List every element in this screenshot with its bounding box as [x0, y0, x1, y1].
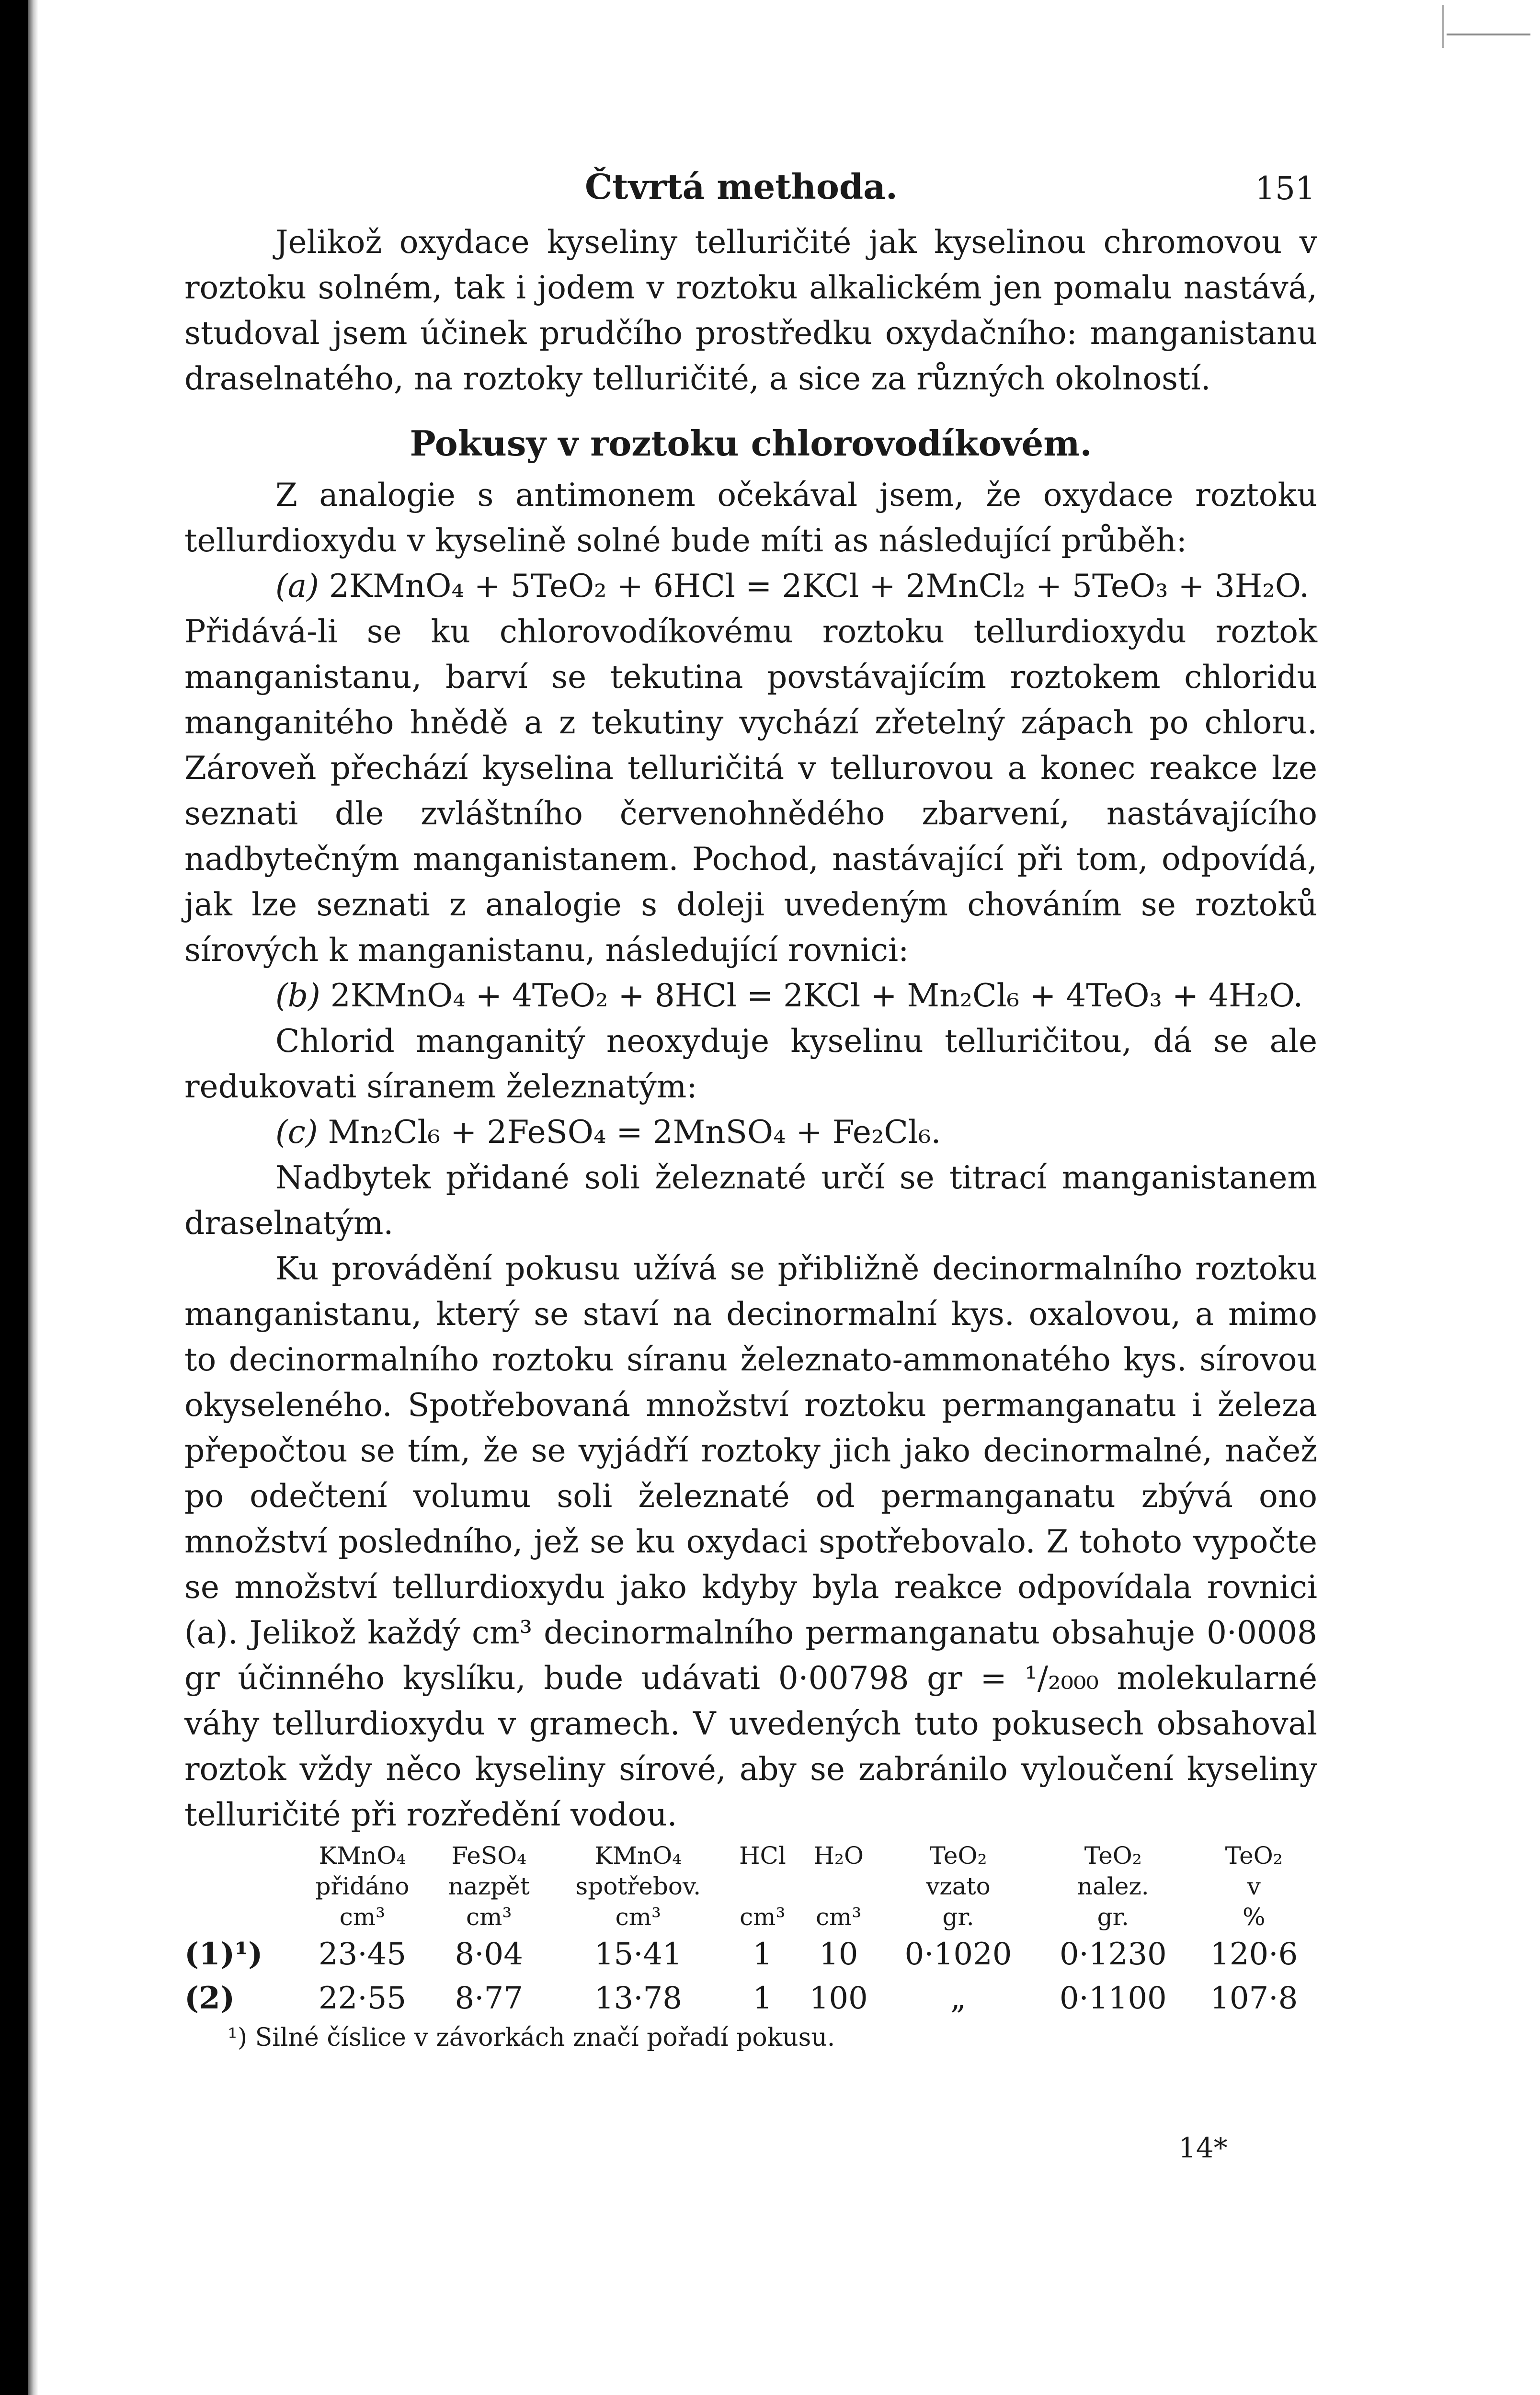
- adding-paragraph: Přidává-li se ku chlorovodíkovému roztoku tellurdioxydu roztok manganistanu, barví se tekutina povstávajícím roztokem chloridu manganitého hnědě a z tekutiny vychází zřetelný zápach po chloru. Zároveň přechází kyselina telluričitá v tellurovou a konec reakce lze seznati dle zvláštního červenohnědého zbarvení, nastávajícího nadbytečným manganistanem. Pochod, nastávající při tom, odpovídá, jak lze seznati z analogie s doleji uvedeným chováním se roztoků sírových k manganistanu, následující rovnici:: [184, 613, 1317, 969]
- table-cell: 100: [809, 1981, 868, 2016]
- table-cell: 0·1020: [904, 1937, 1012, 1972]
- table-cell: 8·04: [455, 1937, 523, 1972]
- results-table: [184, 1840, 1317, 2020]
- equation-rhs: 2KCl + Mn₂Cl₆ + 4TeO₃ + 4H₂O.: [783, 977, 1303, 1014]
- table-header: H₂O: [813, 1842, 864, 1870]
- table-cell: 13·78: [594, 1981, 682, 2016]
- table-unit: gr.: [1097, 1903, 1129, 1931]
- subsection-title: Pokusy v roztoku chlorovodíkovém.: [410, 423, 1092, 464]
- scan-mark-vertical: [1442, 5, 1444, 48]
- table-cell: 0·1100: [1059, 1981, 1167, 2016]
- equation-rhs: 2MnSO₄ + Fe₂Cl₆.: [652, 1114, 941, 1151]
- equation-label: (c): [275, 1114, 318, 1151]
- table-subheader: vzato: [926, 1872, 991, 1900]
- table-header: FeSO₄: [451, 1842, 527, 1870]
- table-header-row-2: [184, 1871, 1317, 1902]
- table-cell: 10: [819, 1937, 858, 1972]
- procedure-paragraph: [184, 1246, 1317, 1837]
- equation-c: [184, 1109, 1317, 1155]
- procedure-text-1: Ku provádění pokusu užívá se přibližně decinormalního roztoku manganistanu, který se staví na decinormalní kys. oxalovou, a mimo to decinormalního roztoku síranu železnato-ammonatého kys. sírovou okyseleného. Spotřebovaná množství roztoku permanganatu i železa přepočtou se tím, že se vyjádří roztoky jich jako decinormalné, načež po odečtení volumu soli železnaté od permanganatu zbývá ono množství posledního, jež se ku oxydaci spotřebovalo. Z tohoto vypočte se množství tellurdioxydu jako kdyby byla reakce odpovídala rovnici (a). Jelikož každý cm³ decinormalního permanganatu obsahuje 0·0008 gr účinného kyslíku, bude udávati 0·00798 gr =: [184, 1250, 1317, 1697]
- footnote: ¹) Silné číslice v závorkách značí pořadí pokusu.: [228, 2023, 835, 2052]
- equation-lhs: 2KMnO₄ + 5TeO₂ + 6HCl: [329, 568, 735, 604]
- table-subheader: [729, 1871, 796, 1902]
- equation-a: [184, 563, 1317, 609]
- table-header: KMnO₄: [594, 1842, 682, 1870]
- table-cell: 0·1230: [1059, 1937, 1167, 1972]
- procedure-text-2: molekularné váhy tellurdioxydu v gramech. V uvedených tuto pokusech obsahoval roztok vždy něco kyseliny sírové, aby se zabránilo vyloučení kyseliny telluričité při rozředění vodou.: [184, 1660, 1317, 1833]
- equation-label: (a): [275, 568, 319, 604]
- analogy-paragraph: Z analogie s antimonem očekával jsem, že oxydace roztoku tellurdioxydu v kyselině solné bude míti as následující průběh:: [184, 477, 1317, 559]
- table-row: [184, 1976, 1317, 2020]
- table-unit-row: [184, 1902, 1317, 1932]
- equation-label: (b): [275, 977, 320, 1014]
- table-row: [184, 1932, 1317, 1976]
- table-unit: cm³: [615, 1903, 662, 1931]
- table-unit: cm³: [339, 1903, 386, 1931]
- table-cell: „: [950, 1981, 967, 2016]
- table-unit: cm³: [740, 1903, 786, 1931]
- table-header: TeO₂: [1225, 1842, 1283, 1870]
- fraction: ¹/₂₀₀₀: [1025, 1660, 1099, 1697]
- table-cell: 15·41: [594, 1937, 682, 1972]
- signature-mark: 14*: [1178, 2132, 1228, 2164]
- equals-sign: =: [616, 1114, 653, 1151]
- table-cell: 107·8: [1210, 1981, 1298, 2016]
- scan-gutter: [28, 0, 38, 2395]
- scan-mark: [1447, 34, 1530, 35]
- table-cell: 23·45: [318, 1937, 407, 1972]
- table-header: KMnO₄: [319, 1842, 406, 1870]
- page-body: [184, 158, 1317, 2055]
- row-label: (1)¹): [184, 1936, 263, 1972]
- table-subheader: v: [1247, 1872, 1261, 1900]
- table-header: HCl: [739, 1842, 786, 1870]
- table-subheader: spotřebov.: [575, 1872, 701, 1900]
- table-unit: cm³: [466, 1903, 512, 1931]
- row-label: (2): [184, 1980, 235, 2016]
- table-header-row-1: [184, 1840, 1317, 1871]
- intro-paragraph: Jelikož oxydace kyseliny telluričité jak kyselinou chromovou v roztoku solném, tak i jodem v roztoku alkalickém jen pomalu nastává, studoval jsem účinek prudčího prostředku oxydačního: manganistanu draselnatého, na roztoky telluričité, a sice za různých okolností.: [184, 224, 1317, 397]
- equals-sign: =: [745, 568, 782, 604]
- table-cell: 1: [753, 1937, 773, 1972]
- equation-lhs: 2KMnO₄ + 4TeO₂ + 8HCl: [330, 977, 737, 1014]
- page-number: 151: [1255, 170, 1315, 207]
- table-subheader: nazpět: [448, 1872, 530, 1900]
- section-title: Čtvrtá methoda.: [585, 166, 898, 207]
- table-header: TeO₂: [1084, 1842, 1142, 1870]
- table-unit: %: [1242, 1903, 1266, 1931]
- table-cell: 8·77: [455, 1981, 523, 2016]
- table-subheader: nalez.: [1077, 1872, 1149, 1900]
- table-unit: cm³: [815, 1903, 862, 1931]
- table-subheader: přidáno: [315, 1872, 410, 1900]
- excess-paragraph: Nadbytek přidané soli železnaté určí se titrací manganistanem draselnatým.: [184, 1159, 1317, 1242]
- chloride-paragraph: Chlorid manganitý neoxyduje kyselinu telluričitou, dá se ale redukovati síranem železnatým:: [184, 1023, 1317, 1105]
- equation-b: [184, 973, 1317, 1018]
- table-cell: 120·6: [1210, 1937, 1298, 1972]
- table-cell: 22·55: [318, 1981, 407, 2016]
- table-subheader: [797, 1871, 881, 1902]
- table-unit: gr.: [942, 1903, 974, 1931]
- equals-sign: =: [746, 977, 784, 1014]
- table-header: TeO₂: [929, 1842, 987, 1870]
- equation-lhs: Mn₂Cl₆ + 2FeSO₄: [328, 1114, 606, 1151]
- equation-rhs: 2KCl + 2MnCl₂ + 5TeO₃ + 3H₂O.: [782, 568, 1310, 604]
- table-cell: 1: [753, 1981, 773, 2016]
- scan-border: [0, 0, 28, 2395]
